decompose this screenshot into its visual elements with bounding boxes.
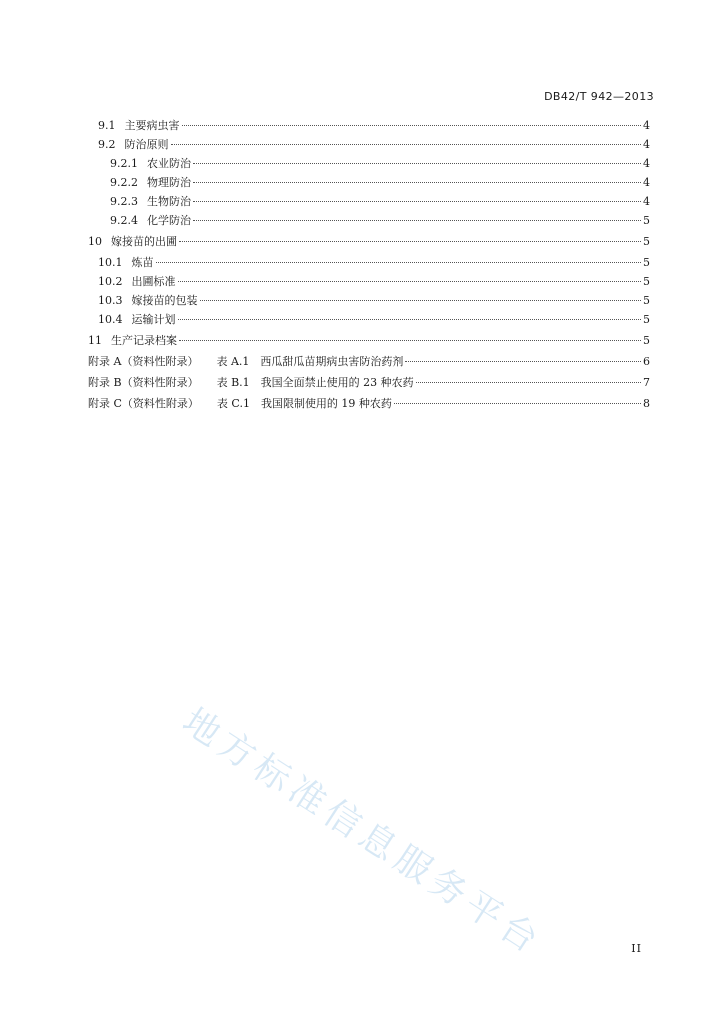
toc-number: 9.2.2 [110,176,138,189]
toc-page: 5 [643,214,650,227]
toc-page: 4 [643,157,650,170]
toc-leader [193,220,641,221]
toc-page: 5 [643,313,650,326]
toc-leader [416,382,641,383]
toc-number: 10.1 [98,256,123,269]
toc-number: 9.1 [98,119,116,132]
standard-code: DB42/T 942—2013 [544,90,654,103]
toc-number: 9.2.3 [110,195,138,208]
toc-number: 10 [88,235,102,248]
toc-row[interactable] [88,136,650,155]
toc-page: 4 [643,176,650,189]
toc-page: 5 [643,294,650,307]
toc-leader [193,163,641,164]
toc-title: 炼苗 [131,256,154,269]
toc-page: 7 [643,376,650,389]
toc-leader [394,403,641,404]
toc-row[interactable] [88,273,650,292]
toc-row[interactable] [88,155,650,174]
toc-leader [171,144,642,145]
toc-row[interactable] [88,193,650,212]
toc-page: 4 [643,119,650,132]
toc-row[interactable] [88,212,650,231]
toc-row[interactable] [88,353,650,372]
toc-title: 出圃标准 [131,275,176,288]
toc-leader [193,182,641,183]
toc-row[interactable] [88,311,650,330]
toc-row[interactable] [88,332,650,351]
toc-title: 农业防治 [147,157,191,170]
toc-number: 9.2.1 [110,157,138,170]
toc-leader [200,300,642,301]
watermark: 地方标准信息服务平台 [175,700,550,964]
toc-row[interactable] [88,374,650,393]
toc-page: 5 [643,334,650,347]
toc-title: 运输计划 [131,313,176,326]
toc-title: 防治原则 [124,138,169,151]
toc-number: 10.4 [98,313,123,326]
toc-page: 4 [643,195,650,208]
toc-leader [179,340,641,341]
toc-number: 9.2 [98,138,116,151]
toc-title: 表 A.1 西瓜甜瓜苗期病虫害防治药剂 [216,355,404,368]
toc-title: 生物防治 [147,195,191,208]
toc-page: 6 [643,355,650,368]
toc-row[interactable] [88,117,650,136]
toc-row[interactable] [88,395,650,414]
toc-leader [182,125,642,126]
toc-row[interactable] [88,233,650,252]
page-number: II [631,942,642,955]
toc-leader [178,319,642,320]
toc-title: 物理防治 [147,176,191,189]
toc-page: 5 [643,275,650,288]
toc-title: 表 B.1 我国全面禁止使用的 23 种农药 [216,376,414,389]
toc-leader [405,361,641,362]
toc-number: 10.3 [98,294,123,307]
toc-leader [156,262,642,263]
toc-page: 4 [643,138,650,151]
toc-title: 表 C.1 我国限制使用的 19 种农药 [216,397,392,410]
toc-row[interactable] [88,292,650,311]
toc-number: 附录 A（资料性附录） [88,355,199,368]
toc-number: 10.2 [98,275,123,288]
toc-page: 5 [643,235,650,248]
toc-leader [179,241,641,242]
toc-title: 嫁接苗的出圃 [111,235,177,248]
toc-title: 生产记录档案 [111,334,177,347]
toc-title: 化学防治 [147,214,191,227]
toc-row[interactable] [88,174,650,193]
toc-row[interactable] [88,254,650,273]
toc-number: 附录 C（资料性附录） [88,397,199,410]
toc-page: 8 [643,397,650,410]
toc-number: 11 [88,334,102,347]
toc-number: 9.2.4 [110,214,138,227]
toc-page: 5 [643,256,650,269]
toc-title: 主要病虫害 [124,119,180,132]
table-of-contents [88,117,650,414]
toc-title: 嫁接苗的包装 [131,294,198,307]
toc-number: 附录 B（资料性附录） [88,376,199,389]
toc-leader [193,201,641,202]
toc-leader [178,281,642,282]
